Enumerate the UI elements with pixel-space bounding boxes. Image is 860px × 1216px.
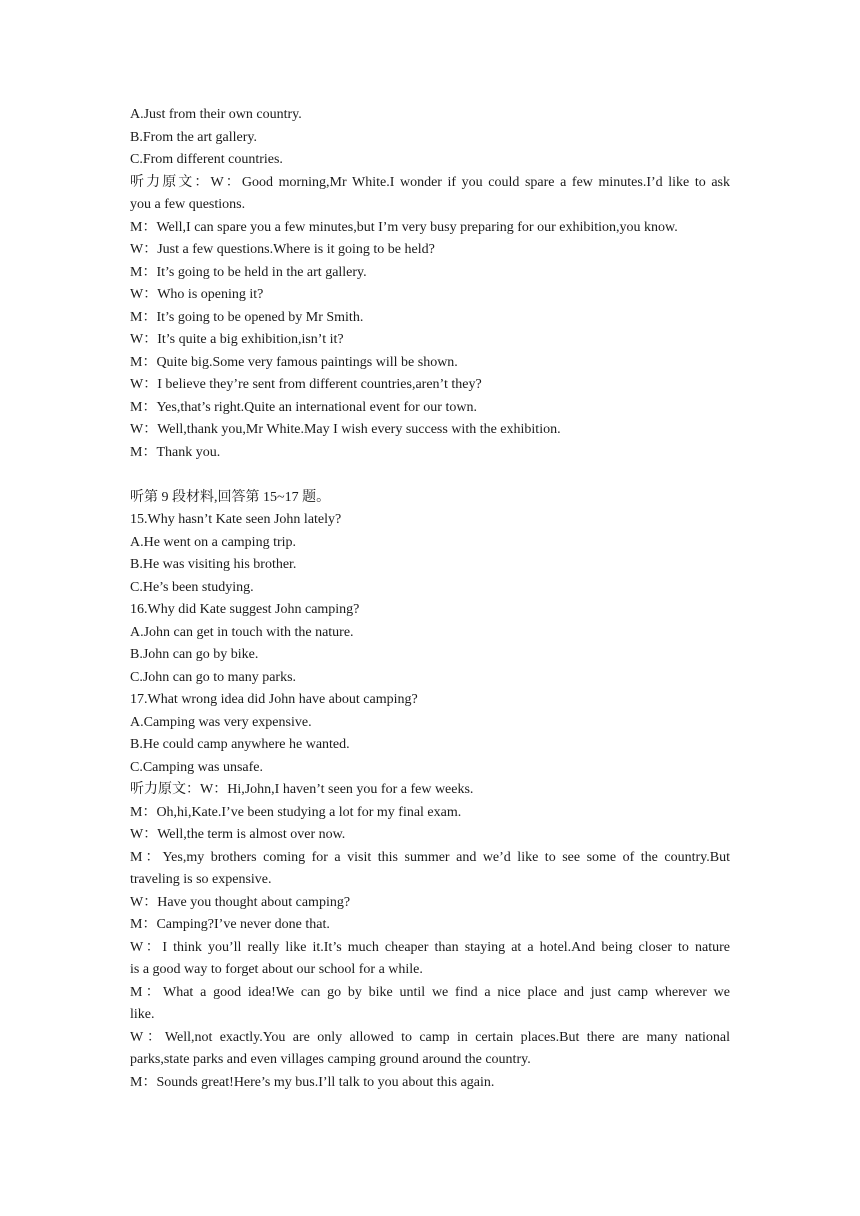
transcript-line: W：Well,not exactly.You are only allowed to camp in certain places.But there are many national <box>130 1029 730 1045</box>
transcript-line: M：It’s going to be held in the art gallery. <box>130 264 367 280</box>
question-text: 17.What wrong idea did John have about camping? <box>130 692 418 707</box>
transcript-line: M：Quite big.Some very famous paintings will be shown. <box>130 354 458 370</box>
section-b <box>130 487 730 1095</box>
transcript <box>130 779 730 1094</box>
answer-option: A.Just from their own country. <box>130 107 302 122</box>
transcript-line: W：Well,thank you,Mr White.May I wish every success with the exhibition. <box>130 422 561 437</box>
answer-option: B.He was visiting his brother. <box>130 557 297 572</box>
answer-option: C.He’s been studying. <box>130 579 254 595</box>
answer-option: A.John can get in touch with the nature. <box>130 624 354 640</box>
transcript-line: W：I believe they’re sent from different countries,aren’t they? <box>130 377 482 392</box>
transcript-line: M：Oh,hi,Kate.I’ve been studying a lot for my final exam. <box>130 804 462 820</box>
transcript-line: M：What a good idea!We can go by bike until we find a nice place and just camp wherever we <box>130 984 730 1000</box>
transcript-line: 听力原文：W：Hi,John,I haven’t seen you for a few weeks. <box>130 782 474 797</box>
question-block <box>130 509 730 599</box>
transcript-line: M：It’s going to be opened by Mr Smith. <box>130 309 364 325</box>
transcript-line: M：Yes,that’s right.Quite an international event for our town. <box>130 399 477 415</box>
transcript-line: like. <box>130 1007 155 1022</box>
transcript-line: you a few questions. <box>130 197 246 212</box>
answer-option: C.From different countries. <box>130 152 283 167</box>
transcript-line: W：Have you thought about camping? <box>130 894 351 910</box>
transcript-line: W：Who is opening it? <box>130 287 264 302</box>
document-page <box>130 104 730 1094</box>
section-a <box>130 104 730 464</box>
answer-option: B.He could camp anywhere he wanted. <box>130 737 350 752</box>
transcript-line: W：It’s quite a big exhibition,isn’t it? <box>130 332 344 347</box>
section-heading: 听第 9 段材料,回答第 15~17 题。 <box>130 489 331 505</box>
transcript-line: M：Well,I can spare you a few minutes,but I’m very busy preparing for our exhibition,you know. <box>130 219 678 235</box>
answer-option: A.Camping was very expensive. <box>130 714 312 730</box>
answer-option: B.From the art gallery. <box>130 129 258 145</box>
transcript-line: M：Sounds great!Here’s my bus.I’ll talk to you about this again. <box>130 1074 495 1090</box>
transcript-line: 听力原文：W：Good morning,Mr White.I wonder if you could spare a few minutes.I’d like to ask <box>130 174 730 190</box>
transcript-line: is a good way to forget about our school for a while. <box>130 962 423 977</box>
question-block <box>130 689 730 779</box>
transcript-line: M：Yes,my brothers coming for a visit this summer and we’d like to see some of the country.But <box>130 849 730 865</box>
transcript-line: M：Thank you. <box>130 444 221 460</box>
question-block <box>130 599 730 689</box>
answer-option: B.John can go by bike. <box>130 647 259 662</box>
question-text: 16.Why did Kate suggest John camping? <box>130 602 360 617</box>
transcript <box>130 172 730 465</box>
transcript-line: W：Just a few questions.Where is it going to be held? <box>130 242 435 257</box>
question-text: 15.Why hasn’t Kate seen John lately? <box>130 512 342 527</box>
transcript-line: M：Camping?I’ve never done that. <box>130 917 330 932</box>
options-list <box>130 104 730 172</box>
answer-option: A.He went on a camping trip. <box>130 534 297 550</box>
transcript-line: W：Well,the term is almost over now. <box>130 827 346 842</box>
blank-line <box>130 464 730 487</box>
transcript-line: W：I think you’ll really like it.It’s much cheaper than staying at a hotel.And being closer to nature <box>130 939 730 955</box>
answer-option: C.John can go to many parks. <box>130 669 297 685</box>
questions-list <box>130 509 730 779</box>
answer-option: C.Camping was unsafe. <box>130 759 263 775</box>
transcript-line: parks,state parks and even villages camping ground around the country. <box>130 1052 531 1067</box>
transcript-line: traveling is so expensive. <box>130 872 272 887</box>
